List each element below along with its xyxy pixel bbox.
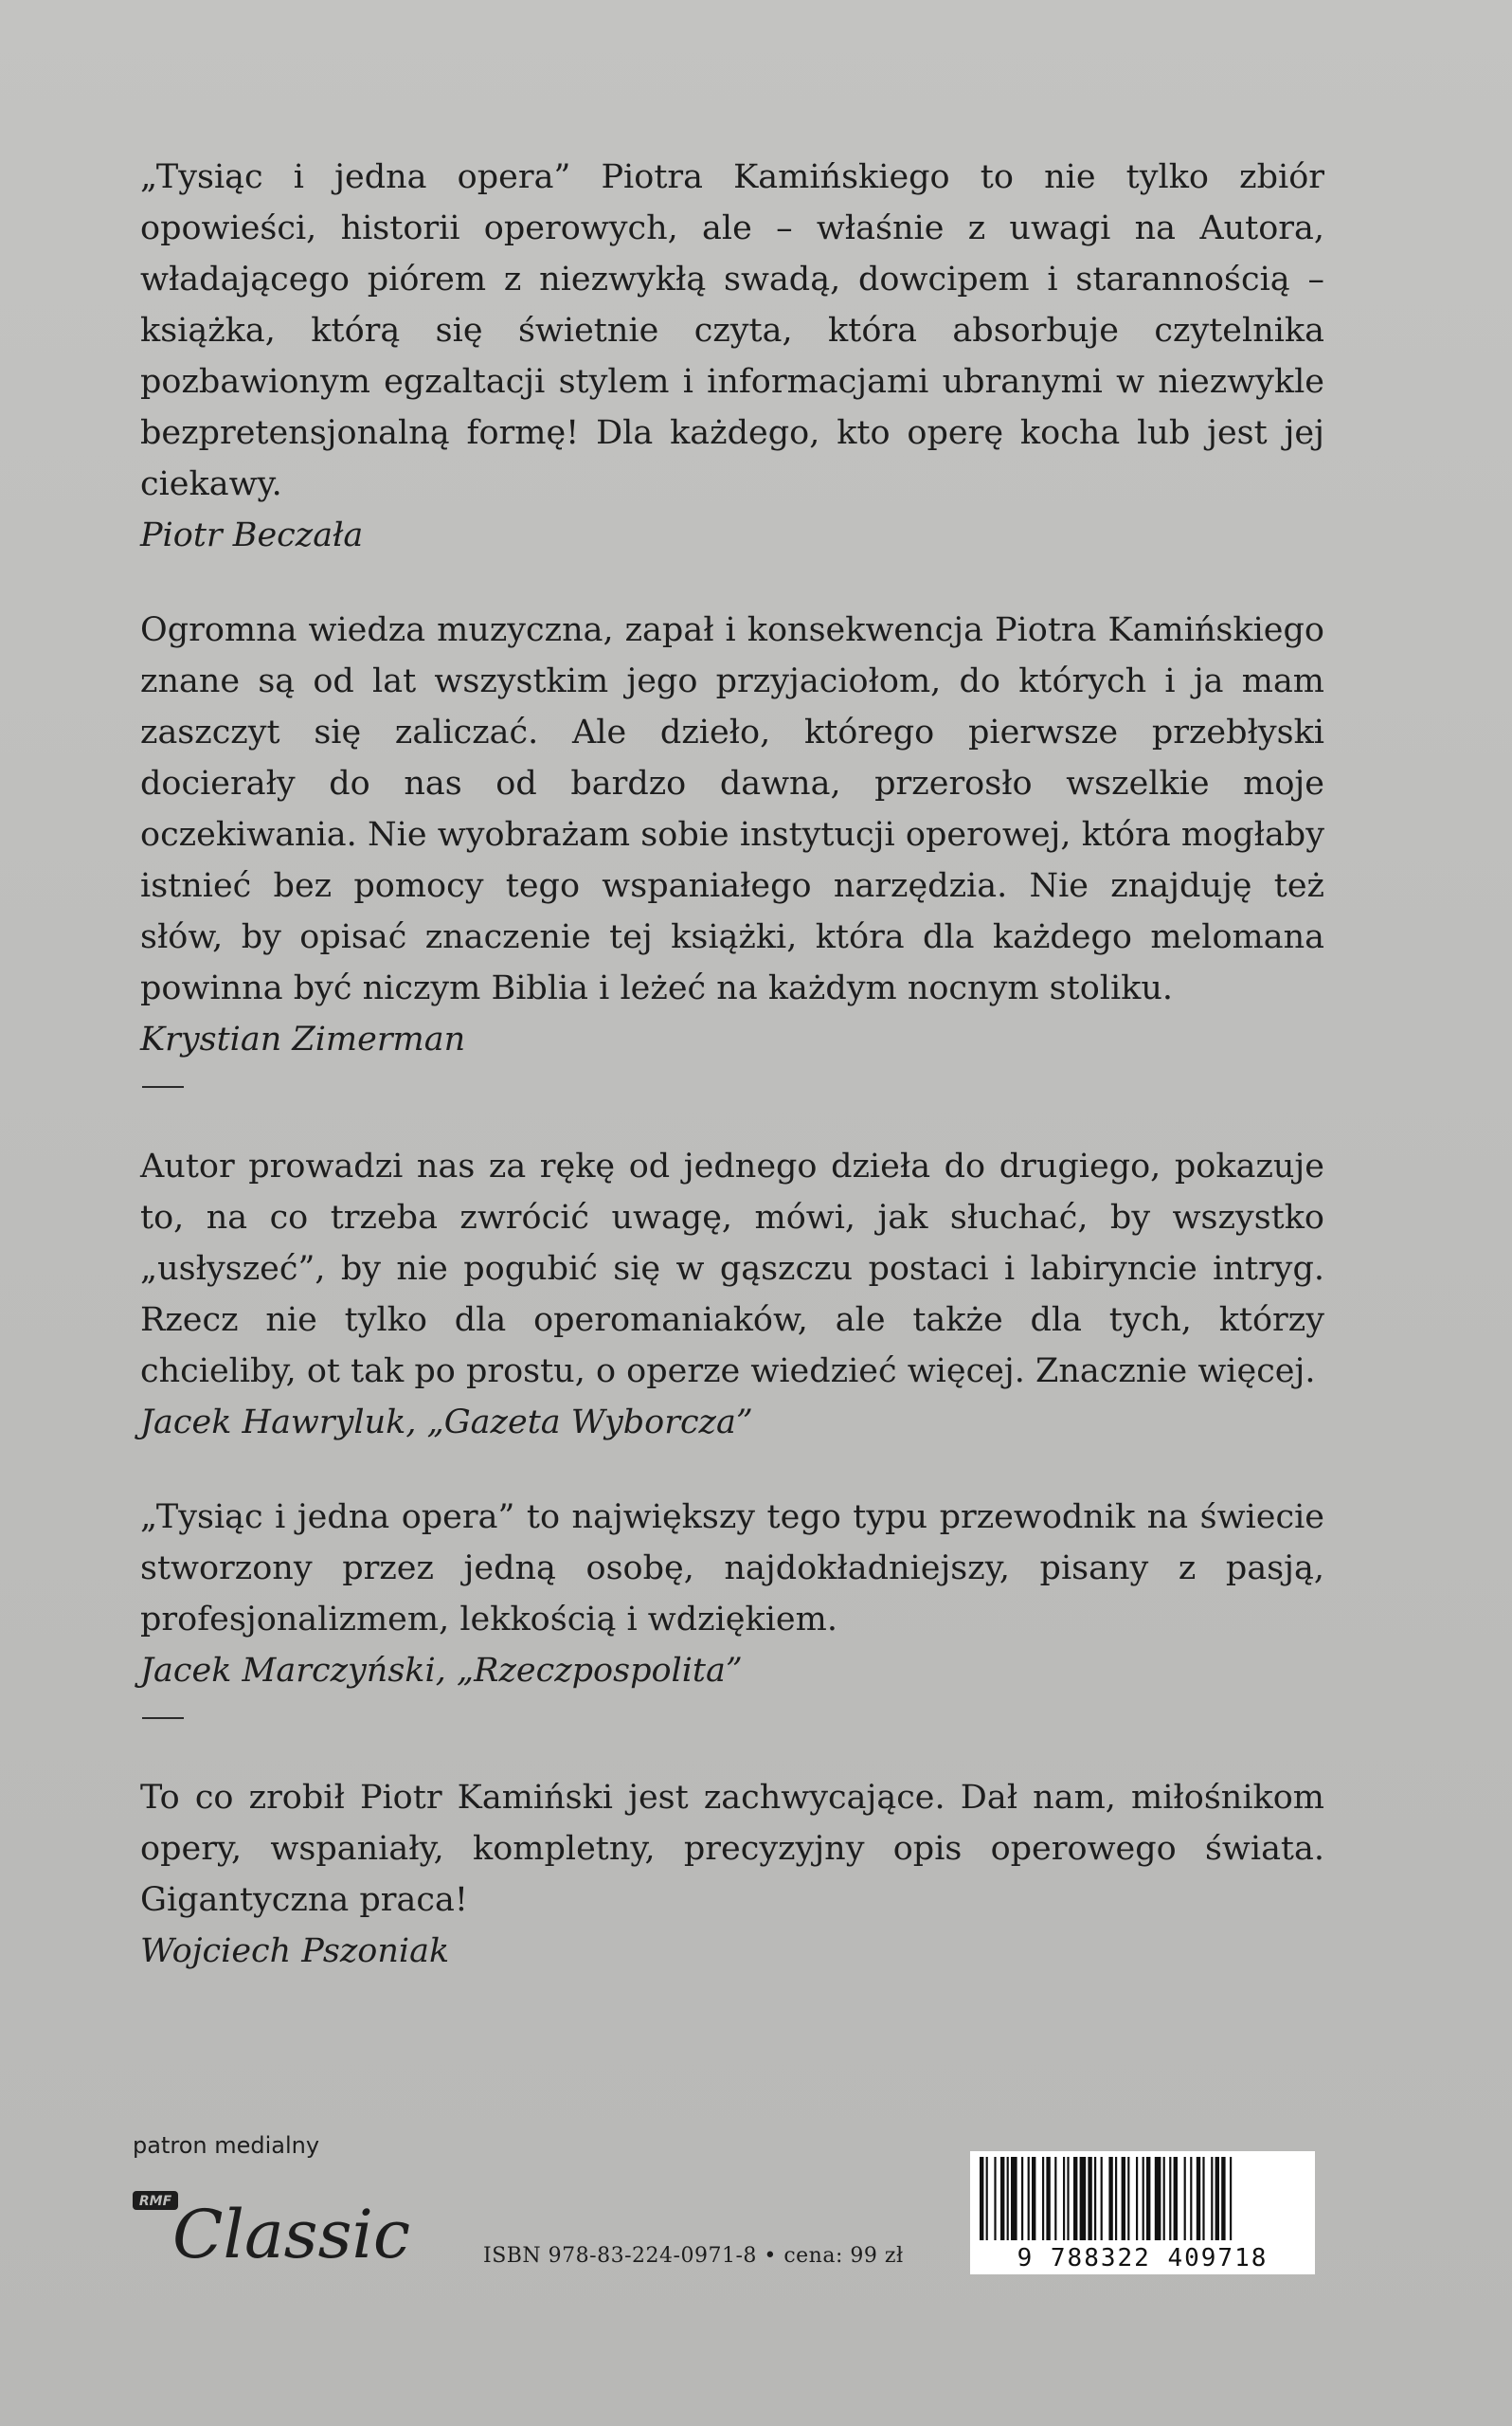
barcode-bar [1143,2157,1144,2240]
barcode-bar [1122,2157,1125,2240]
barcode-bar [1127,2157,1129,2240]
barcode-number: 9 788322 409718 [1017,2244,1269,2272]
review-block [140,1492,1324,1696]
barcode-bar [1080,2157,1087,2240]
media-patron-label: patron medialny [133,2132,320,2159]
media-patron [133,2132,411,2273]
barcode-bar [1163,2157,1165,2240]
review-quote: To co zrobił Piotr Kamiński jest zachwycające. Dał nam, miłośnikom opery, wspaniały, kompletny, precyzyjny opis operowego świata. Gigantyczna praca! [140,1779,1324,1919]
barcode-bar [1067,2157,1069,2240]
barcode-bar [1221,2157,1225,2240]
rmf-classic-logo [133,2180,436,2274]
review-quote: „Tysiąc i jedna opera” to największy tego typu przewodnik na świecie stworzony przez jedną osobę, najdokładniejszy, pisany z pasją, profesjonalizmem, lekkością i wdziękiem. [140,1498,1324,1638]
barcode-bar [1108,2157,1112,2240]
barcode-bar [1211,2157,1213,2240]
review-block [140,1141,1324,1448]
barcode-bar [1088,2157,1091,2240]
review-block [140,152,1324,561]
review-block [140,1772,1324,1977]
barcode-bar [1011,2157,1017,2240]
barcode-bar [1215,2157,1219,2240]
barcode-bar [1146,2157,1150,2240]
barcode-bar [1115,2157,1117,2240]
barcode-bar [1007,2157,1009,2240]
barcode-bar [1101,2157,1103,2240]
barcode-bar [1184,2157,1186,2240]
barcode-bar [994,2157,996,2240]
barcode-bars [970,2151,1315,2246]
barcode-bar [1230,2157,1232,2240]
barcode-bar [1136,2157,1138,2240]
review-author: Jacek Marczyński, „Rzeczpospolita” [140,1652,743,1690]
barcode-bar [1046,2157,1050,2240]
barcode-bar [1028,2157,1030,2240]
barcode-bar [980,2157,983,2240]
separator-dash [142,1086,184,1088]
barcode-bar [1197,2157,1200,2240]
review-block [140,605,1324,1065]
barcode-bar [1054,2157,1056,2240]
barcode-bar [1202,2157,1204,2240]
barcode-bar [986,2157,988,2240]
review-quote: „Tysiąc i jedna opera” Piotra Kamińskiego to nie tylko zbiór opowieści, historii operowych, ale – właśnie z uwagi na Autora, władającego piórem z niezwykłą swadą, dowcipem i starannością – książka, którą się świetnie czyta, która absorbuje czytelnika pozbawionym egzaltacji stylem i informacjami ubranymi w niezwykle bezpretensjonalną formę! Dla każdego, kto operę kocha lub jest jej ciekawy. [140,158,1324,503]
barcode-bar [1094,2157,1096,2240]
review-quote: Ogromna wiedza muzyczna, zapał i konsekwencja Piotra Kamińskiego znane są od lat wszystkim jego przyjaciołom, do których i ja mam zaszczyt się zaliczać. Ale dzieło, którego pierwsze przebłyski docierały do nas od bardzo dawna, przerosło wszelkie moje oczekiwania. Nie wyobrażam sobie instytucji operowej, która mogłaby istnieć bez pomocy tego wspaniałego narzędzia. Nie znajduję też słów, by opisać znaczenie tej książki, która dla każdego melomana powinna być niczym Biblia i leżeć na każdym nocnym stoliku. [140,611,1324,1007]
barcode-bar [1063,2157,1065,2240]
barcode-bar [1000,2157,1004,2240]
logo-main-text: Classic [172,2196,411,2273]
separator-dash [142,1717,184,1719]
isbn-price-line: ISBN 978-83-224-0971-8 • cena: 99 zł [483,2244,904,2268]
barcode-bar [1021,2157,1023,2240]
barcode [970,2151,1315,2274]
review-author: Piotr Beczała [140,516,364,554]
review-quote: Autor prowadzi nas za rękę od jednego dzieła do drugiego, pokazuje to, na co trzeba zwrócić uwagę, mówi, jak słuchać, by wszystko „usłyszeć”, by nie pogubić się w gąszczu postaci i labiryncie intryg. Rzecz nie tylko dla operomaniaków, ale także dla tych, którzy chcieliby, ot tak po prostu, o operze wiedzieć więcej. Znacznie więcej. [140,1148,1324,1390]
barcode-bar [1073,2157,1077,2240]
logo-small-text: RMF [138,2194,172,2209]
review-author: Wojciech Pszoniak [140,1932,450,1970]
barcode-bar [1169,2157,1171,2240]
barcode-bar [1190,2157,1192,2240]
reviews-column [140,152,1324,2020]
review-author: Jacek Hawryluk, „Gazeta Wyborcza” [140,1403,753,1441]
barcode-bar [1032,2157,1035,2240]
barcode-bar [1042,2157,1044,2240]
barcode-bar [1174,2157,1178,2240]
barcode-bar [1155,2157,1161,2240]
review-author: Krystian Zimerman [140,1021,466,1059]
